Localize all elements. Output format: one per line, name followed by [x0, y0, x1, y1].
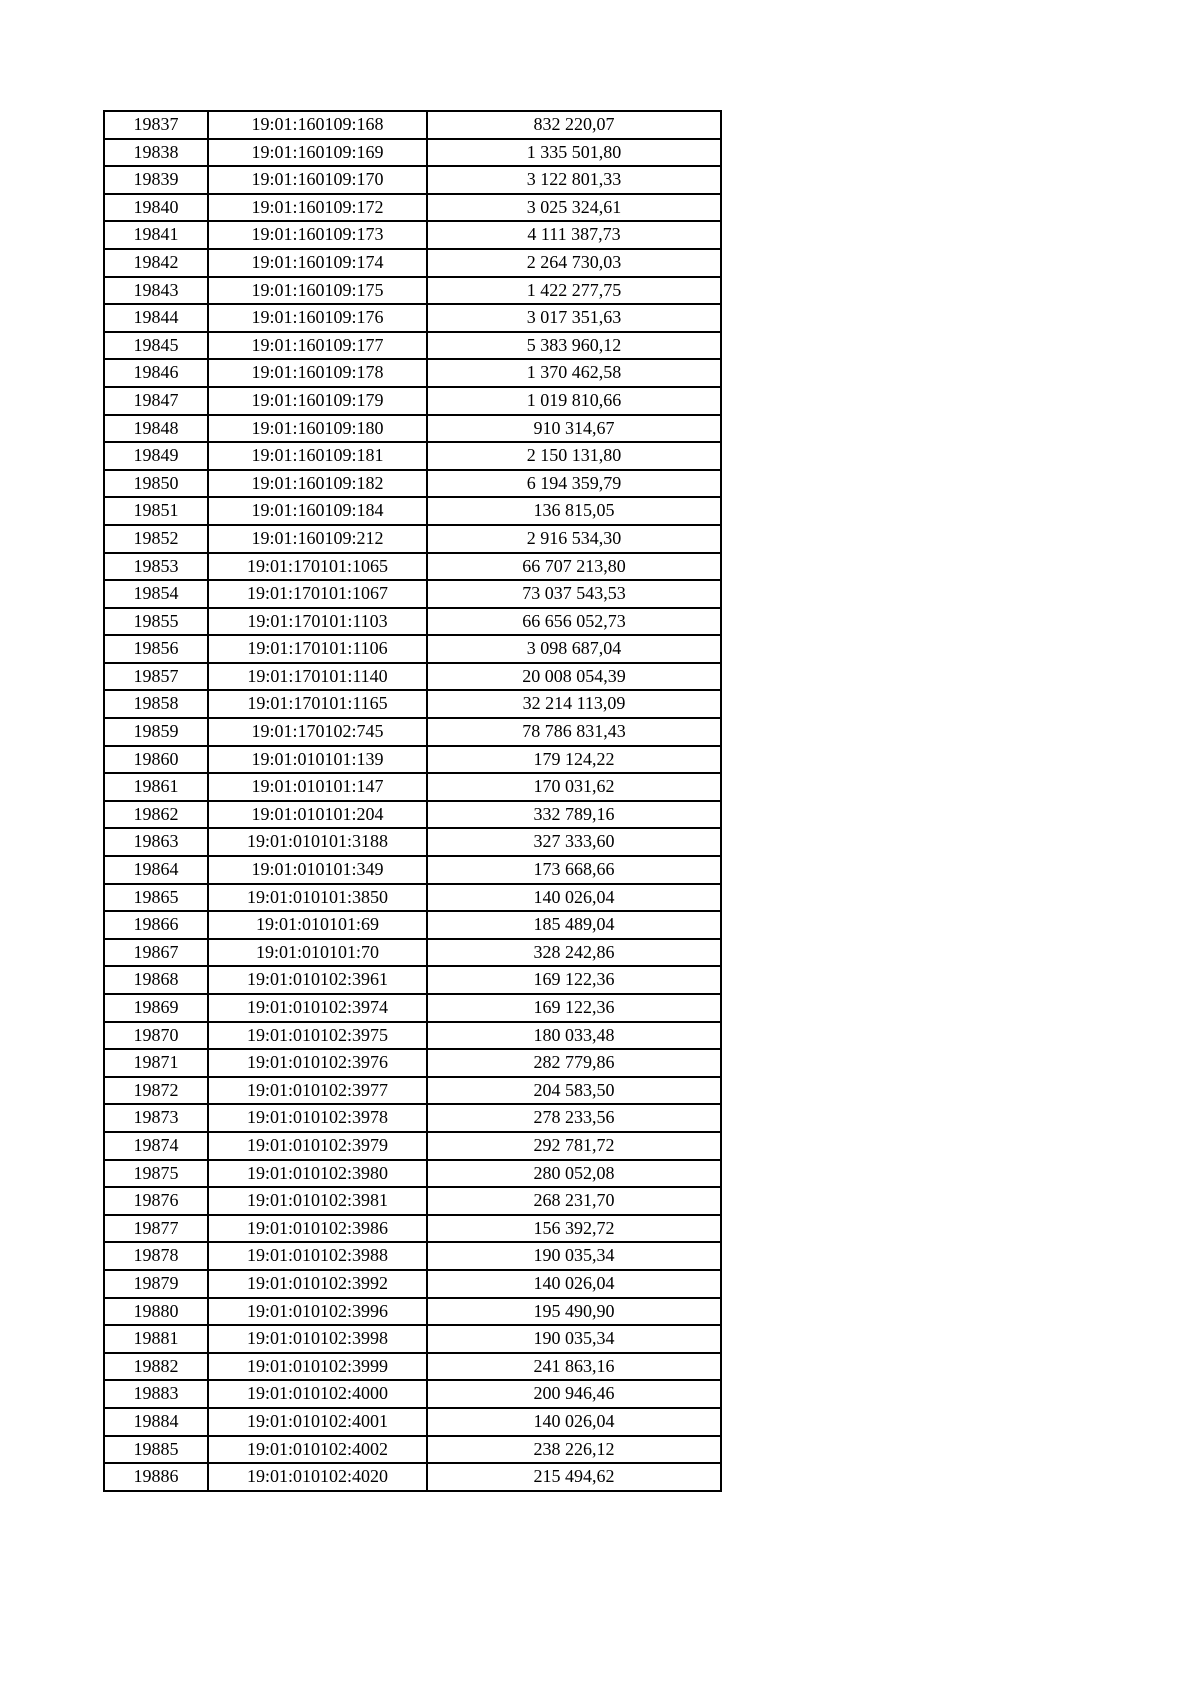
row-number-cell: 19874 [104, 1132, 208, 1160]
row-number-cell: 19866 [104, 911, 208, 939]
table-row [104, 415, 721, 443]
cadastral-number-cell: 19:01:160109:174 [208, 249, 427, 277]
cadastral-number-cell: 19:01:160109:182 [208, 470, 427, 498]
cadastral-number-cell: 19:01:010102:3986 [208, 1215, 427, 1243]
cadastral-number-cell: 19:01:160109:169 [208, 139, 427, 167]
row-number-cell: 19839 [104, 166, 208, 194]
cadastral-number-cell: 19:01:010102:3999 [208, 1353, 427, 1381]
cadastral-number-cell: 19:01:010102:3998 [208, 1325, 427, 1353]
value-cell: 140 026,04 [427, 1408, 721, 1436]
table-row [104, 359, 721, 387]
table-row [104, 139, 721, 167]
value-cell: 910 314,67 [427, 415, 721, 443]
cadastral-number-cell: 19:01:010102:3976 [208, 1049, 427, 1077]
table-row [104, 966, 721, 994]
cadastral-number-cell: 19:01:010101:204 [208, 801, 427, 829]
table-row [104, 1270, 721, 1298]
table-row [104, 1022, 721, 1050]
value-cell: 2 264 730,03 [427, 249, 721, 277]
row-number-cell: 19880 [104, 1298, 208, 1326]
row-number-cell: 19838 [104, 139, 208, 167]
row-number-cell: 19848 [104, 415, 208, 443]
row-number-cell: 19860 [104, 746, 208, 774]
cadastral-number-cell: 19:01:010102:4020 [208, 1463, 427, 1491]
value-cell: 3 122 801,33 [427, 166, 721, 194]
row-number-cell: 19879 [104, 1270, 208, 1298]
cadastral-number-cell: 19:01:160109:168 [208, 111, 427, 139]
value-cell: 200 946,46 [427, 1380, 721, 1408]
value-cell: 332 789,16 [427, 801, 721, 829]
value-cell: 173 668,66 [427, 856, 721, 884]
value-cell: 241 863,16 [427, 1353, 721, 1381]
value-cell: 179 124,22 [427, 746, 721, 774]
cadastral-number-cell: 19:01:010102:3981 [208, 1187, 427, 1215]
cadastral-number-cell: 19:01:160109:178 [208, 359, 427, 387]
table-row [104, 939, 721, 967]
value-cell: 156 392,72 [427, 1215, 721, 1243]
table-row [104, 194, 721, 222]
row-number-cell: 19856 [104, 635, 208, 663]
row-number-cell: 19877 [104, 1215, 208, 1243]
value-cell: 20 008 054,39 [427, 663, 721, 691]
cadastral-number-cell: 19:01:010102:3977 [208, 1077, 427, 1105]
cadastral-number-cell: 19:01:010101:70 [208, 939, 427, 967]
value-cell: 32 214 113,09 [427, 690, 721, 718]
row-number-cell: 19885 [104, 1436, 208, 1464]
value-cell: 170 031,62 [427, 773, 721, 801]
table-row [104, 1049, 721, 1077]
table-row [104, 1187, 721, 1215]
cadastral-number-cell: 19:01:170101:1106 [208, 635, 427, 663]
table-row [104, 111, 721, 139]
value-cell: 282 779,86 [427, 1049, 721, 1077]
value-cell: 238 226,12 [427, 1436, 721, 1464]
cadastral-number-cell: 19:01:160109:170 [208, 166, 427, 194]
cadastral-number-cell: 19:01:160109:180 [208, 415, 427, 443]
value-cell: 292 781,72 [427, 1132, 721, 1160]
table-row [104, 828, 721, 856]
cadastral-number-cell: 19:01:160109:184 [208, 497, 427, 525]
value-cell: 6 194 359,79 [427, 470, 721, 498]
row-number-cell: 19864 [104, 856, 208, 884]
value-cell: 204 583,50 [427, 1077, 721, 1105]
row-number-cell: 19857 [104, 663, 208, 691]
table-row [104, 1104, 721, 1132]
value-cell: 136 815,05 [427, 497, 721, 525]
cadastral-number-cell: 19:01:160109:181 [208, 442, 427, 470]
cadastral-number-cell: 19:01:010102:3974 [208, 994, 427, 1022]
row-number-cell: 19861 [104, 773, 208, 801]
cadastral-number-cell: 19:01:160109:212 [208, 525, 427, 553]
row-number-cell: 19844 [104, 304, 208, 332]
cadastral-number-cell: 19:01:010102:3992 [208, 1270, 427, 1298]
table-row [104, 1380, 721, 1408]
cadastral-number-cell: 19:01:160109:173 [208, 221, 427, 249]
row-number-cell: 19878 [104, 1242, 208, 1270]
value-cell: 2 150 131,80 [427, 442, 721, 470]
value-cell: 66 656 052,73 [427, 608, 721, 636]
cadastral-number-cell: 19:01:170102:745 [208, 718, 427, 746]
cadastral-number-cell: 19:01:160109:179 [208, 387, 427, 415]
table-row [104, 580, 721, 608]
row-number-cell: 19842 [104, 249, 208, 277]
cadastral-number-cell: 19:01:010101:139 [208, 746, 427, 774]
row-number-cell: 19886 [104, 1463, 208, 1491]
table-row [104, 470, 721, 498]
table-row [104, 1242, 721, 1270]
table-row [104, 1298, 721, 1326]
table-row [104, 1408, 721, 1436]
table-row [104, 1436, 721, 1464]
cadastral-number-cell: 19:01:010102:4002 [208, 1436, 427, 1464]
row-number-cell: 19852 [104, 525, 208, 553]
value-cell: 2 916 534,30 [427, 525, 721, 553]
row-number-cell: 19884 [104, 1408, 208, 1436]
table-row [104, 1215, 721, 1243]
row-number-cell: 19855 [104, 608, 208, 636]
row-number-cell: 19876 [104, 1187, 208, 1215]
value-cell: 78 786 831,43 [427, 718, 721, 746]
cadastral-number-cell: 19:01:010102:3961 [208, 966, 427, 994]
value-cell: 3 017 351,63 [427, 304, 721, 332]
row-number-cell: 19868 [104, 966, 208, 994]
cadastral-number-cell: 19:01:010102:4000 [208, 1380, 427, 1408]
value-cell: 180 033,48 [427, 1022, 721, 1050]
value-cell: 215 494,62 [427, 1463, 721, 1491]
cadastral-number-cell: 19:01:010102:3996 [208, 1298, 427, 1326]
table-row [104, 332, 721, 360]
value-cell: 278 233,56 [427, 1104, 721, 1132]
row-number-cell: 19846 [104, 359, 208, 387]
cadastral-number-cell: 19:01:010101:3850 [208, 884, 427, 912]
table-row [104, 1077, 721, 1105]
table-row [104, 1463, 721, 1491]
table-row [104, 663, 721, 691]
cadastral-number-cell: 19:01:170101:1165 [208, 690, 427, 718]
table-row [104, 635, 721, 663]
row-number-cell: 19883 [104, 1380, 208, 1408]
table-row [104, 911, 721, 939]
value-cell: 169 122,36 [427, 966, 721, 994]
cadastral-number-cell: 19:01:010102:3979 [208, 1132, 427, 1160]
value-cell: 5 383 960,12 [427, 332, 721, 360]
value-cell: 73 037 543,53 [427, 580, 721, 608]
row-number-cell: 19882 [104, 1353, 208, 1381]
cadastral-number-cell: 19:01:160109:176 [208, 304, 427, 332]
value-cell: 195 490,90 [427, 1298, 721, 1326]
cadastral-number-cell: 19:01:160109:177 [208, 332, 427, 360]
row-number-cell: 19875 [104, 1160, 208, 1188]
value-cell: 1 422 277,75 [427, 277, 721, 305]
table-row [104, 442, 721, 470]
row-number-cell: 19840 [104, 194, 208, 222]
table-row [104, 746, 721, 774]
table-row [104, 773, 721, 801]
value-cell: 1 019 810,66 [427, 387, 721, 415]
value-cell: 190 035,34 [427, 1325, 721, 1353]
value-cell: 169 122,36 [427, 994, 721, 1022]
row-number-cell: 19858 [104, 690, 208, 718]
table-row [104, 497, 721, 525]
cadastral-number-cell: 19:01:010102:3988 [208, 1242, 427, 1270]
table-body [104, 111, 721, 1491]
cadastral-number-cell: 19:01:010102:3978 [208, 1104, 427, 1132]
row-number-cell: 19841 [104, 221, 208, 249]
table-row [104, 690, 721, 718]
row-number-cell: 19850 [104, 470, 208, 498]
table-row [104, 304, 721, 332]
cadastral-number-cell: 19:01:170101:1067 [208, 580, 427, 608]
value-cell: 1 370 462,58 [427, 359, 721, 387]
value-cell: 190 035,34 [427, 1242, 721, 1270]
table-row [104, 994, 721, 1022]
table-row [104, 608, 721, 636]
row-number-cell: 19851 [104, 497, 208, 525]
cadastral-number-cell: 19:01:010101:3188 [208, 828, 427, 856]
table-row [104, 249, 721, 277]
value-cell: 1 335 501,80 [427, 139, 721, 167]
value-cell: 4 111 387,73 [427, 221, 721, 249]
table-row [104, 801, 721, 829]
cadastral-number-cell: 19:01:010102:3980 [208, 1160, 427, 1188]
value-cell: 328 242,86 [427, 939, 721, 967]
row-number-cell: 19865 [104, 884, 208, 912]
value-cell: 3 025 324,61 [427, 194, 721, 222]
cadastral-number-cell: 19:01:010101:69 [208, 911, 427, 939]
value-cell: 268 231,70 [427, 1187, 721, 1215]
table-row [104, 1160, 721, 1188]
row-number-cell: 19847 [104, 387, 208, 415]
data-table [103, 110, 722, 1492]
table-row [104, 718, 721, 746]
row-number-cell: 19859 [104, 718, 208, 746]
row-number-cell: 19867 [104, 939, 208, 967]
row-number-cell: 19862 [104, 801, 208, 829]
table-row [104, 166, 721, 194]
row-number-cell: 19837 [104, 111, 208, 139]
value-cell: 185 489,04 [427, 911, 721, 939]
value-cell: 327 333,60 [427, 828, 721, 856]
table-row [104, 884, 721, 912]
row-number-cell: 19854 [104, 580, 208, 608]
value-cell: 140 026,04 [427, 884, 721, 912]
row-number-cell: 19870 [104, 1022, 208, 1050]
table-row [104, 856, 721, 884]
cadastral-number-cell: 19:01:170101:1140 [208, 663, 427, 691]
value-cell: 3 098 687,04 [427, 635, 721, 663]
table-row [104, 1132, 721, 1160]
table-row [104, 1353, 721, 1381]
cadastral-number-cell: 19:01:160109:175 [208, 277, 427, 305]
row-number-cell: 19869 [104, 994, 208, 1022]
row-number-cell: 19849 [104, 442, 208, 470]
row-number-cell: 19873 [104, 1104, 208, 1132]
value-cell: 280 052,08 [427, 1160, 721, 1188]
value-cell: 832 220,07 [427, 111, 721, 139]
table-row [104, 277, 721, 305]
table-row [104, 1325, 721, 1353]
row-number-cell: 19843 [104, 277, 208, 305]
cadastral-number-cell: 19:01:170101:1065 [208, 553, 427, 581]
row-number-cell: 19863 [104, 828, 208, 856]
cadastral-number-cell: 19:01:170101:1103 [208, 608, 427, 636]
table-row [104, 525, 721, 553]
row-number-cell: 19881 [104, 1325, 208, 1353]
table-row [104, 553, 721, 581]
table-row [104, 387, 721, 415]
row-number-cell: 19853 [104, 553, 208, 581]
row-number-cell: 19845 [104, 332, 208, 360]
value-cell: 66 707 213,80 [427, 553, 721, 581]
cadastral-number-cell: 19:01:010101:147 [208, 773, 427, 801]
value-cell: 140 026,04 [427, 1270, 721, 1298]
row-number-cell: 19871 [104, 1049, 208, 1077]
cadastral-number-cell: 19:01:160109:172 [208, 194, 427, 222]
cadastral-number-cell: 19:01:010102:3975 [208, 1022, 427, 1050]
cadastral-number-cell: 19:01:010101:349 [208, 856, 427, 884]
row-number-cell: 19872 [104, 1077, 208, 1105]
table-row [104, 221, 721, 249]
cadastral-number-cell: 19:01:010102:4001 [208, 1408, 427, 1436]
